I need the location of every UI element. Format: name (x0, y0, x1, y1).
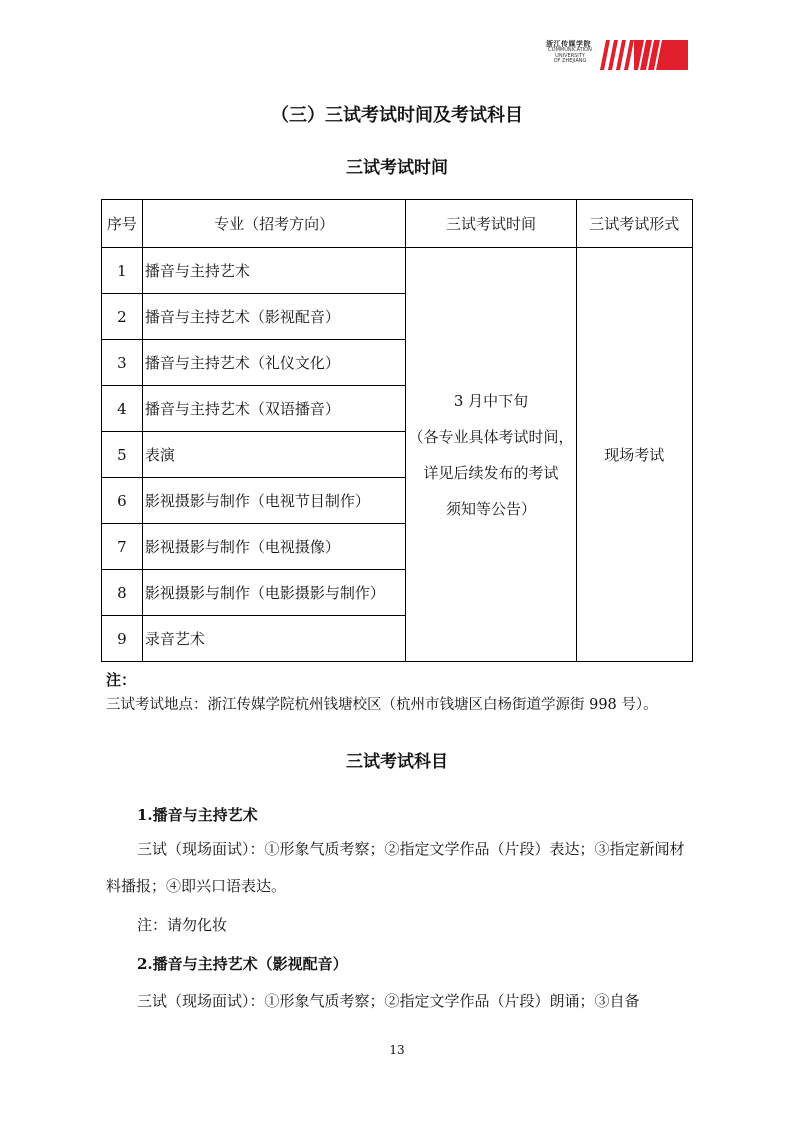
schedule-title: 三试考试时间 (346, 158, 448, 178)
row-major: 播音与主持艺术（礼仪文化） (142, 340, 406, 386)
row-major: 影视摄影与制作（电视节目制作） (142, 478, 406, 524)
table-row (102, 248, 693, 294)
subject-heading: 1.播音与主持艺术 (137, 806, 258, 824)
logo-english-name: COMMUNICATION UNIVERSITY OF ZHEJIANG (548, 47, 592, 65)
row-no: 2 (102, 294, 143, 340)
row-major: 播音与主持艺术 (142, 248, 406, 294)
row-no: 8 (102, 570, 143, 616)
row-no: 5 (102, 432, 143, 478)
row-major: 影视摄影与制作（电视摄像） (142, 524, 406, 570)
row-no: 1 (102, 248, 143, 294)
row-no: 6 (102, 478, 143, 524)
note-text: 三试考试地点：浙江传媒学院杭州钱塘校区（杭州市钱塘区白杨街道学源街 998 号）。 (106, 697, 658, 713)
row-major: 播音与主持艺术（双语播音） (142, 386, 406, 432)
row-major: 表演 (142, 432, 406, 478)
row-no: 7 (102, 524, 143, 570)
col-header-form: 三试考试形式 (576, 200, 692, 248)
subject-heading: 2.播音与主持艺术（影视配音） (137, 955, 348, 973)
row-major: 录音艺术 (142, 616, 406, 662)
col-header-major: 专业（招考方向） (142, 200, 406, 248)
subject-note: 注：请勿化妆 (137, 916, 228, 934)
schedule-table (101, 199, 693, 662)
subject-body: 三试（现场面试）：①形象气质考察；②指定文学作品（片段）表达；③指定新闻材料播报；④即兴口语表达。 (106, 840, 685, 895)
section-title: （三）三试考试时间及考试科目 (271, 105, 523, 126)
col-header-no: 序号 (102, 200, 143, 248)
table-header-row (102, 200, 693, 248)
logo-stripes-icon (596, 40, 688, 70)
subjects-title: 三试考试科目 (346, 752, 448, 772)
col-header-time: 三试考试时间 (406, 200, 576, 248)
exam-time-cell: 3 月中下旬 （各专业具体考试时间， 详见后续发布的考试 须知等公告） (406, 248, 576, 662)
row-major: 影视摄影与制作（电影摄影与制作） (142, 570, 406, 616)
row-no: 4 (102, 386, 143, 432)
exam-form-cell: 现场考试 (576, 248, 692, 662)
subject-body: 三试（现场面试）：①形象气质考察；②指定文学作品（片段）朗诵；③自备 (137, 992, 640, 1010)
university-logo (546, 38, 688, 72)
row-no: 3 (102, 340, 143, 386)
page-number: 13 (389, 1043, 405, 1057)
row-no: 9 (102, 616, 143, 662)
row-major: 播音与主持艺术（影视配音） (142, 294, 406, 340)
logo-chinese-name: 浙江传媒学院 (546, 40, 591, 48)
note-label: 注： (106, 671, 137, 689)
